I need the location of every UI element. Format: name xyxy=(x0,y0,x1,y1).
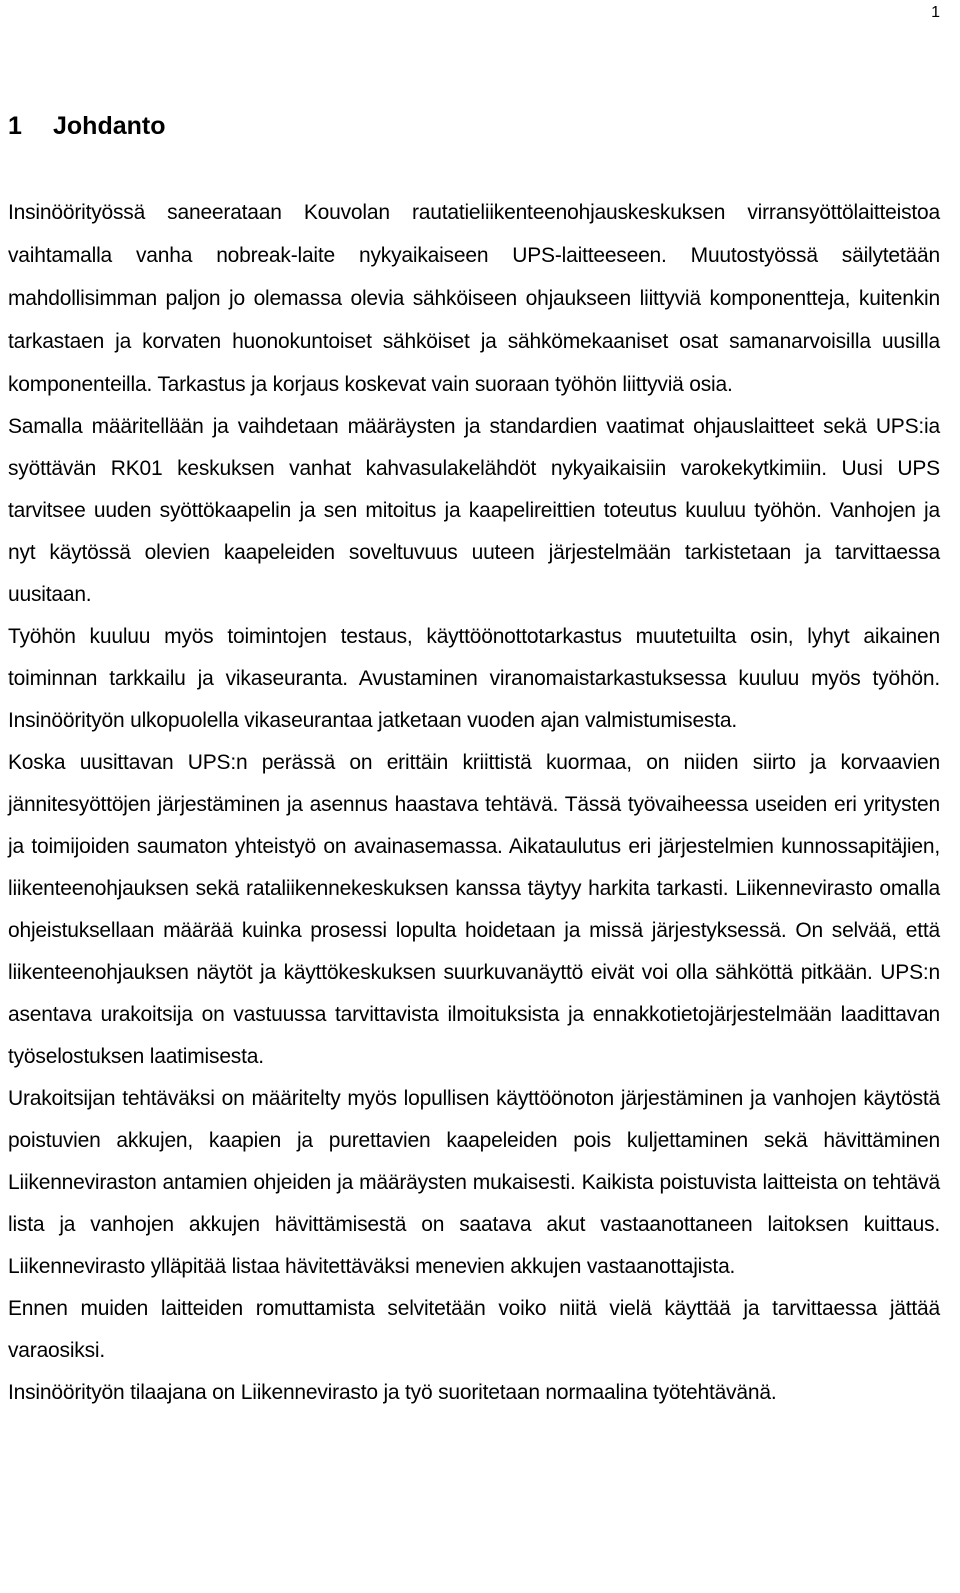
paragraph-client: Insinöörityön tilaajana on Liikennevirasto ja työ suoritetaan normaalina työtehtävänä. xyxy=(8,1381,777,1404)
page-number: 1 xyxy=(931,4,940,21)
paragraph-scrapping: Ennen muiden laitteiden romuttamista selvitetään voiko niitä vielä käyttää ja tarvittaessa jättää varaosiksi. xyxy=(8,1297,940,1362)
chapter-title: Johdanto xyxy=(53,112,166,140)
paragraph-definitions: Samalla määritellään ja vaihdetaan määräysten ja standardien vaatimat ohjauslaitteet sekä UPS:ia syöttävän RK01 keskuksen vanhat kahvasulakelähdöt nykyaikaisiin varokekytkimiin. Uusi UPS tarvitsee uuden syöttökaapelin ja sen mitoitus ja kaapelireittien toteutus kuuluu työhön. Vanhojen ja nyt käytössä olevien kaapeleiden soveltuvuus uuteen järjestelmään tarkistetaan ja tarvittaessa uusitaan. xyxy=(8,415,940,606)
body-text xyxy=(8,191,940,1414)
paragraph-testing: Työhön kuuluu myös toimintojen testaus, käyttöönottotarkastus muutetuilta osin, lyhyt aikainen toiminnan tarkkailu ja vikaseuranta. Avustaminen viranomaistarkastuksessa kuuluu myös työhön. Insinöörityön ulkopuolella vikaseurantaa jatketaan vuoden ajan valmistumisesta. xyxy=(8,625,940,732)
paragraph-contractor: Urakoitsijan tehtäväksi on määritelty myös lopullisen käyttöönoton järjestäminen ja vanhojen käytöstä poistuvien akkujen, kaapien ja purettavien kaapeleiden pois kuljettaminen sekä hävittäminen Liikenneviraston antamien ohjeiden ja määräysten mukaisesti. Kaikista poistuvista laitteista on tehtävä lista ja vanhojen akkujen hävittämisestä on saatava akut vastaanottaneen laitoksen kuittaus. Liikennevirasto ylläpitää listaa hävitettäväksi menevien akkujen vastaanottajista. xyxy=(8,1087,940,1278)
chapter-heading xyxy=(8,108,166,144)
paragraph-intro: Insinöörityössä saneerataan Kouvolan rautatieliikenteenohjauskeskuksen virransyöttölaitteistoa vaihtamalla vanha nobreak-laite nykyaikaiseen UPS-laitteeseen. Muutostyössä säilytetään mahdollisimman paljon jo olemassa olevia sähköiseen ohjaukseen liittyviä komponentteja, kuitenkin tarkastaen ja korvaten huonokuntoiset sähköiset ja sähkömekaaniset osat samanarvoisilla uusilla komponenteilla. Tarkastus ja korjaus koskevat vain suoraan työhön liittyviä osia. xyxy=(8,201,940,396)
chapter-number: 1 xyxy=(8,112,22,140)
paragraph-critical-load: Koska uusittavan UPS:n perässä on erittäin kriittistä kuormaa, on niiden siirto ja korvaavien jännitesyöttöjen järjestäminen ja asennus haastava tehtävä. Tässä työvaiheessa useiden eri yritysten ja toimijoiden saumaton yhteistyö on avainasemassa. Aikataulutus eri järjestelmien kunnossapitäjien, liikenteenohjauksen sekä rataliikennekeskuksen kanssa täytyy harkita tarkasti. Liikennevirasto omalla ohjeistuksellaan määrää kuinka prosessi lopulta hoidetaan ja missä järjestyksessä. On selvää, että liikenteenohjauksen näytöt ja käyttökeskuksen suurkuvanäyttö eivät voi olla sähköttä pitkään. UPS:n asentava urakoitsija on vastuussa tarvittavista ilmoituksista ja ennakkotietojärjestelmään laadittavan työselostuksen laatimisesta. xyxy=(8,751,940,1068)
